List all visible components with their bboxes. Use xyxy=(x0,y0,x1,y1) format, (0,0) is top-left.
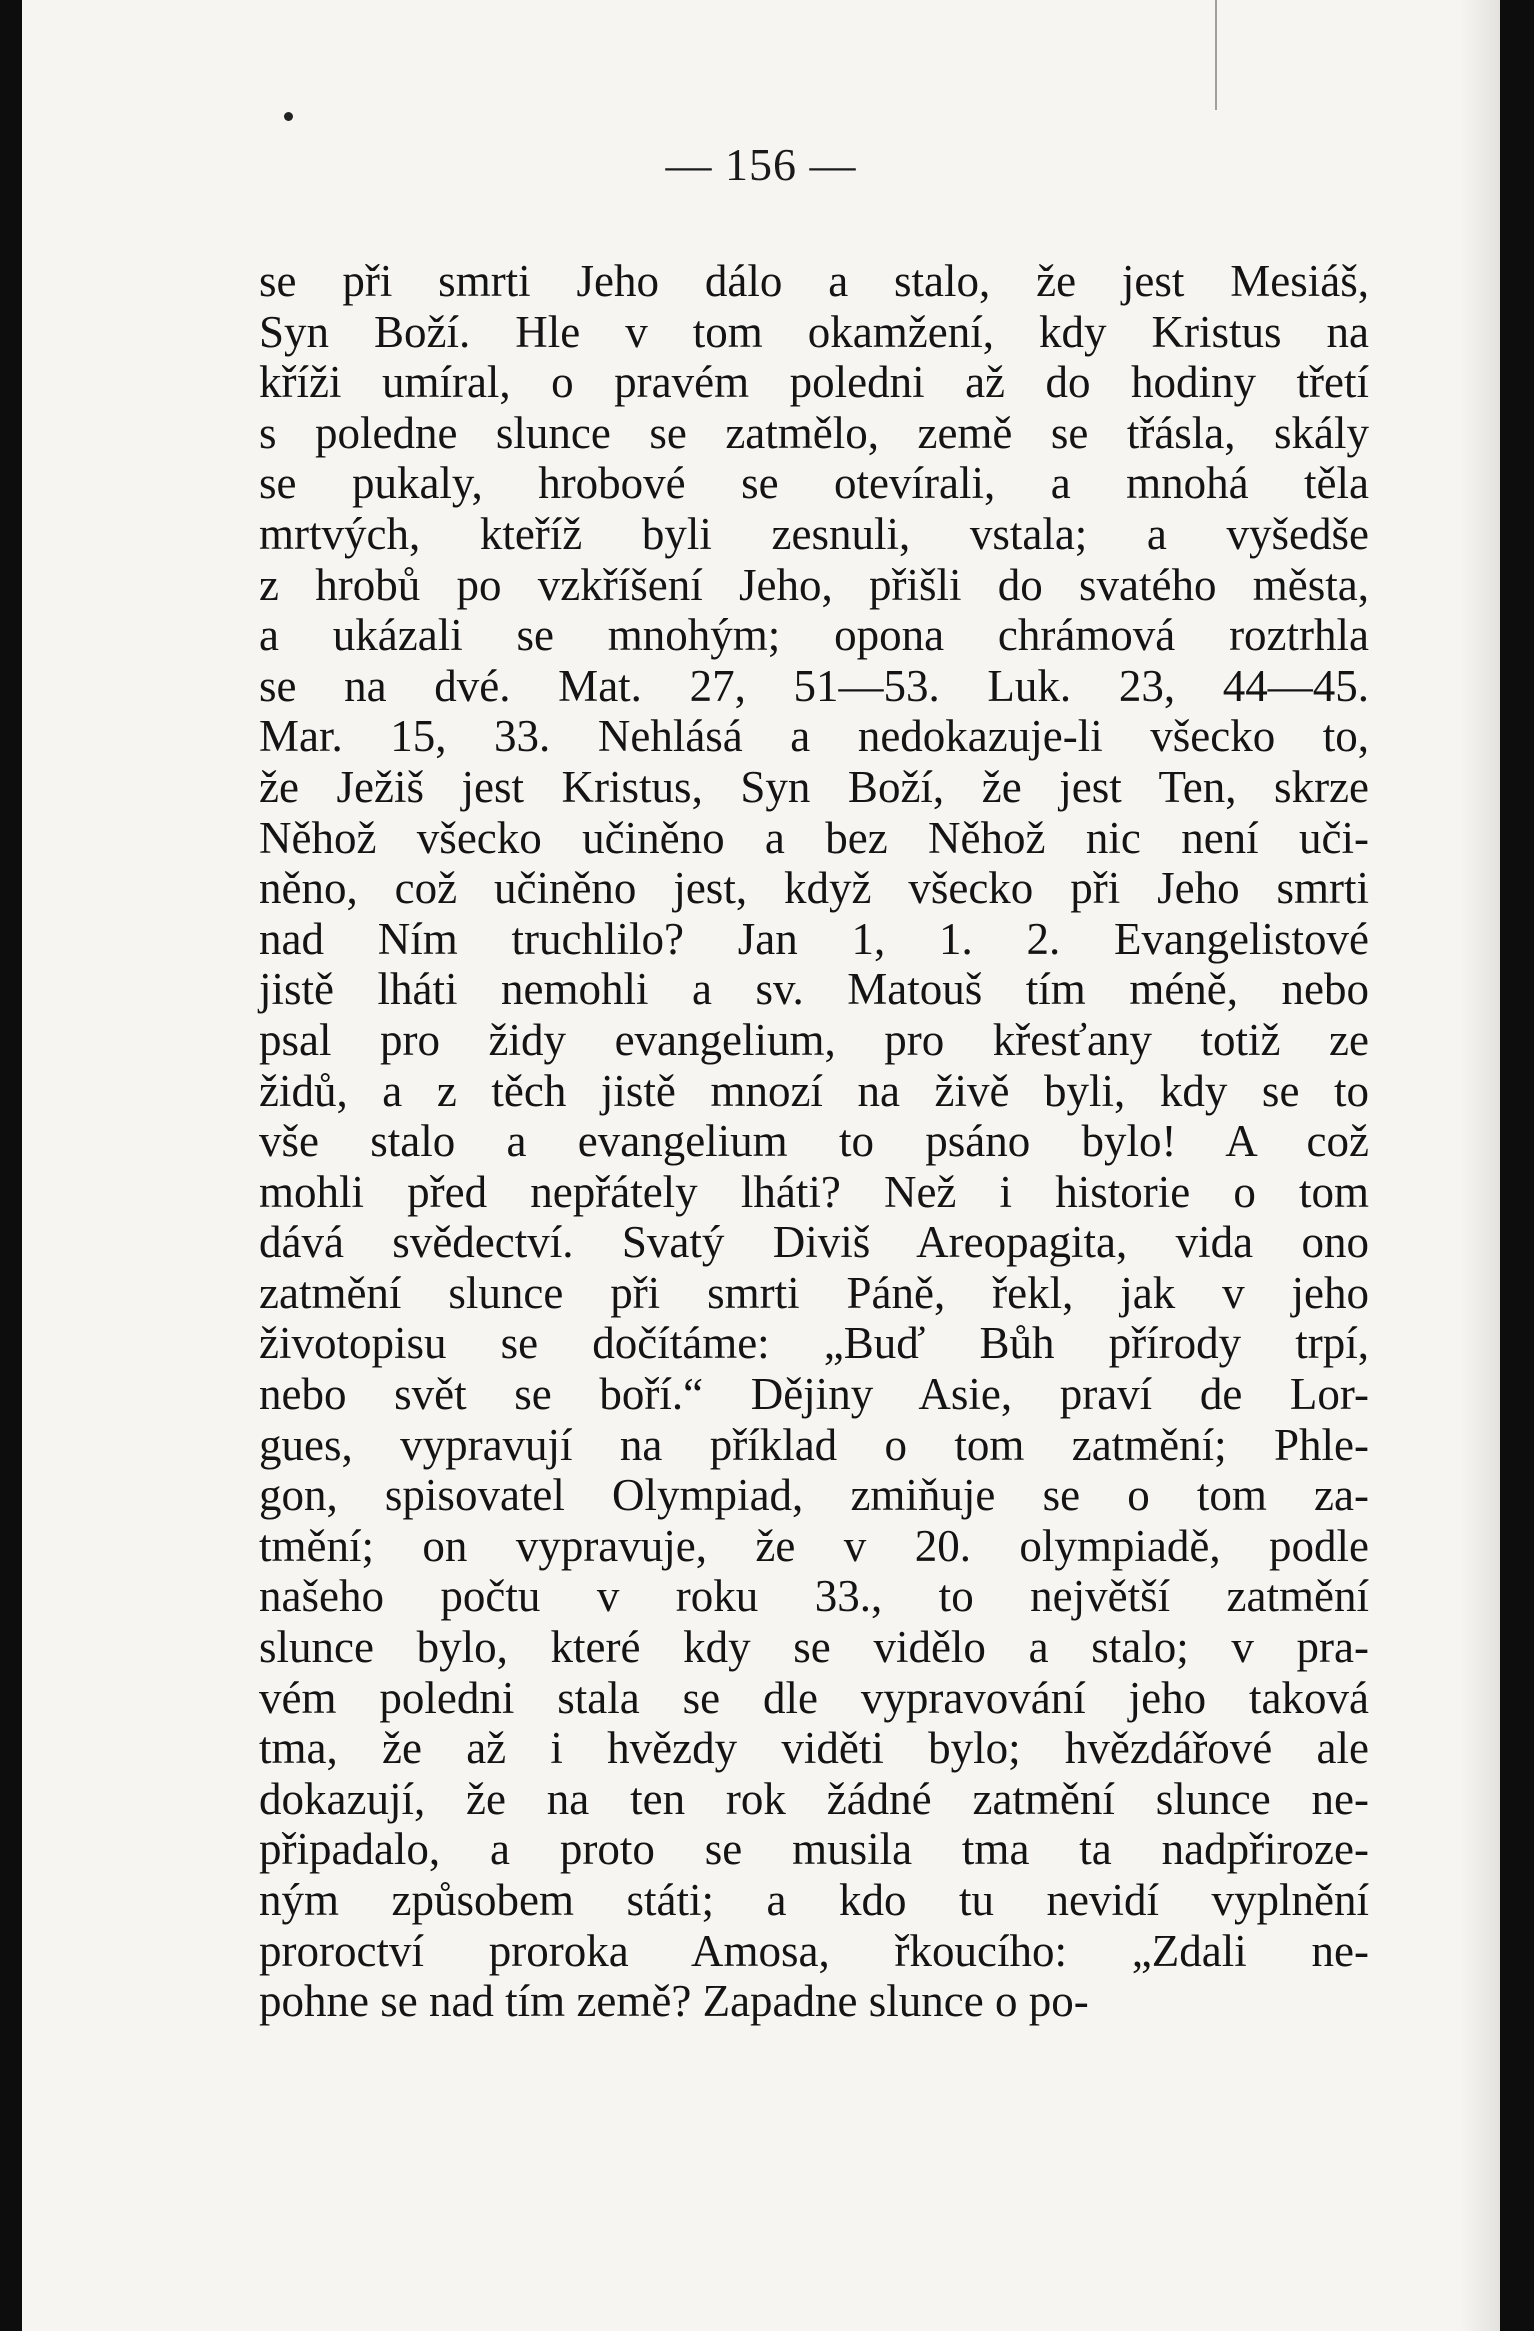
text-line: židů, a z těch jistě mnozí na živě byli, kdy se to xyxy=(259,1065,1369,1116)
text-line: se na dvé. Mat. 27, 51—53. Luk. 23, 44—45. xyxy=(259,660,1369,711)
text-line: našeho počtu v roku 33., to největší zatmění xyxy=(259,1571,1369,1622)
text-line: životopisu se dočítáme: „Buď Bůh přírody trpí, xyxy=(259,1318,1369,1369)
page-edge-shadow xyxy=(1460,0,1500,2331)
text-line: dokazují, že na ten rok žádné zatmění slunce ne- xyxy=(259,1773,1369,1824)
text-line: gues, vypravují na příklad o tom zatmění; Phle- xyxy=(259,1419,1369,1470)
text-line: slunce bylo, které kdy se vidělo a stalo; v pra- xyxy=(259,1622,1369,1673)
text-line: že Ježiš jest Kristus, Syn Boží, že jest Ten, skrze xyxy=(259,761,1369,812)
text-line: Mar. 15, 33. Nehlásá a nedokazuje-li všecko to, xyxy=(259,711,1369,762)
text-line: něno, což učiněno jest, když všecko při Jeho smrti xyxy=(259,863,1369,914)
text-line: Syn Boží. Hle v tom okamžení, kdy Kristus na xyxy=(259,306,1369,357)
text-line: vše stalo a evangelium to psáno bylo! A což xyxy=(259,1116,1369,1167)
text-line: mohli před nepřátely lháti? Než i historie o tom xyxy=(259,1166,1369,1217)
text-line: psal pro židy evangelium, pro křesťany totiž ze xyxy=(259,1014,1369,1065)
text-line: mrtvých, kteříž byli zesnuli, vstala; a vyšedše xyxy=(259,508,1369,559)
text-line: vém poledni stala se dle vypravování jeho taková xyxy=(259,1672,1369,1723)
text-line: zatmění slunce při smrti Páně, řekl, jak v jeho xyxy=(259,1267,1369,1318)
text-line: tmění; on vypravuje, že v 20. olympiadě, podle xyxy=(259,1520,1369,1571)
text-line: nad Ním truchlilo? Jan 1, 1. 2. Evangelistové xyxy=(259,913,1369,964)
text-line: se při smrti Jeho dálo a stalo, že jest Mesiáš, xyxy=(259,256,1369,306)
text-line: proroctví proroka Amosa, řkoucího: „Zdali ne- xyxy=(259,1925,1369,1976)
text-line: s poledne slunce se zatmělo, země se třásla, skály xyxy=(259,407,1369,458)
text-line: pohne se nad tím země? Zapadne slunce o po- xyxy=(259,1976,1089,2027)
text-line: připadalo, a proto se musila tma ta nadpřiroze- xyxy=(259,1824,1369,1875)
ink-speck xyxy=(284,112,293,121)
body-text xyxy=(259,256,1369,2027)
text-line: dává svědectví. Svatý Diviš Areopagita, vida ono xyxy=(259,1217,1369,1268)
text-line: kříži umíral, o pravém poledni až do hodiny třetí xyxy=(259,357,1369,408)
text-line: gon, spisovatel Olympiad, zmiňuje se o tom za- xyxy=(259,1470,1369,1521)
book-page xyxy=(22,0,1500,2331)
text-line: jistě lháti nemohli a sv. Matouš tím méně, nebo xyxy=(259,964,1369,1015)
text-line: Něhož všecko učiněno a bez Něhož nic není uči- xyxy=(259,812,1369,863)
text-line: se pukaly, hrobové se otevírali, a mnohá těla xyxy=(259,458,1369,509)
page-number: — 156 — xyxy=(665,139,857,190)
text-line: ným způsobem státi; a kdo tu nevidí vyplnění xyxy=(259,1875,1369,1925)
text-line: z hrobů po vzkříšení Jeho, přišli do svatého města, xyxy=(259,559,1369,610)
scan-fold-line xyxy=(1215,0,1217,110)
text-line: nebo svět se boří.“ Dějiny Asie, praví de Lor- xyxy=(259,1369,1369,1420)
text-line: tma, že až i hvězdy viděti bylo; hvězdářové ale xyxy=(259,1723,1369,1774)
text-line: a ukázali se mnohým; opona chrámová roztrhla xyxy=(259,610,1369,661)
